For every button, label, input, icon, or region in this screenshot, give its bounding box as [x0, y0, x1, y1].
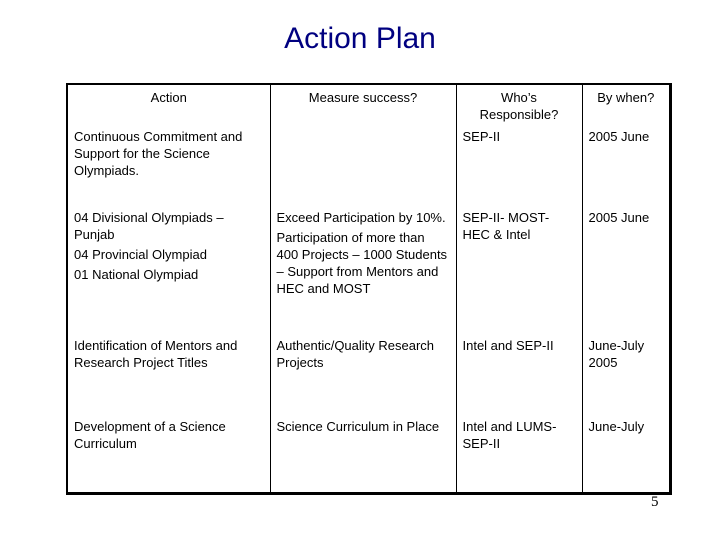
header-action: Action [150, 90, 187, 105]
measure-line: Science Curriculum in Place [276, 419, 440, 434]
action-cell [68, 125, 270, 206]
table-row [68, 334, 669, 415]
page-number: 5 [651, 494, 659, 510]
measure-cell [270, 125, 456, 206]
action-line: 04 Provincial Olympiad [74, 247, 207, 262]
when-cell: June-July 2005 [582, 334, 669, 415]
measure-cell [270, 334, 456, 415]
measure-line: Participation of more than 400 Projects – 1000 Students – Support from Mentors and HEC and MOST [276, 230, 448, 296]
measure-cell [270, 415, 456, 492]
who-cell: Intel and SEP-II [456, 334, 582, 415]
action-line: Development of a Science Curriculum [74, 419, 226, 451]
action-cell [68, 206, 270, 334]
header-by-when: By when? [582, 85, 669, 125]
header-who-responsible: Who’s Responsible? [456, 85, 582, 125]
who-cell: Intel and LUMS-SEP-II [456, 415, 582, 492]
when-cell: 2005 June [582, 206, 669, 334]
action-line: Identification of Mentors and Research Project Titles [74, 338, 238, 370]
who-cell: SEP-II- MOST-HEC & Intel [456, 206, 582, 334]
action-line: 01 National Olympiad [74, 267, 199, 282]
table-row [68, 206, 669, 334]
table-row [68, 125, 669, 206]
measure-line: Exceed Participation by 10%. [276, 210, 446, 225]
who-cell: SEP-II [456, 125, 582, 206]
action-line: Continuous Commitment and Support for the Science Olympiads. [74, 129, 243, 178]
action-line: 04 Divisional Olympiads – Punjab [74, 210, 224, 242]
action-cell [68, 334, 270, 415]
table-row [68, 415, 669, 492]
when-cell: June-July [582, 415, 669, 492]
action-plan-table [66, 83, 672, 495]
measure-line: Authentic/Quality Research Projects [276, 338, 435, 370]
measure-cell [270, 206, 456, 334]
action-cell [68, 415, 270, 492]
when-cell: 2005 June [582, 125, 669, 206]
page-title: Action Plan [284, 22, 436, 55]
table-header-row [68, 85, 669, 125]
header-measure-success: Measure success? [270, 85, 456, 125]
